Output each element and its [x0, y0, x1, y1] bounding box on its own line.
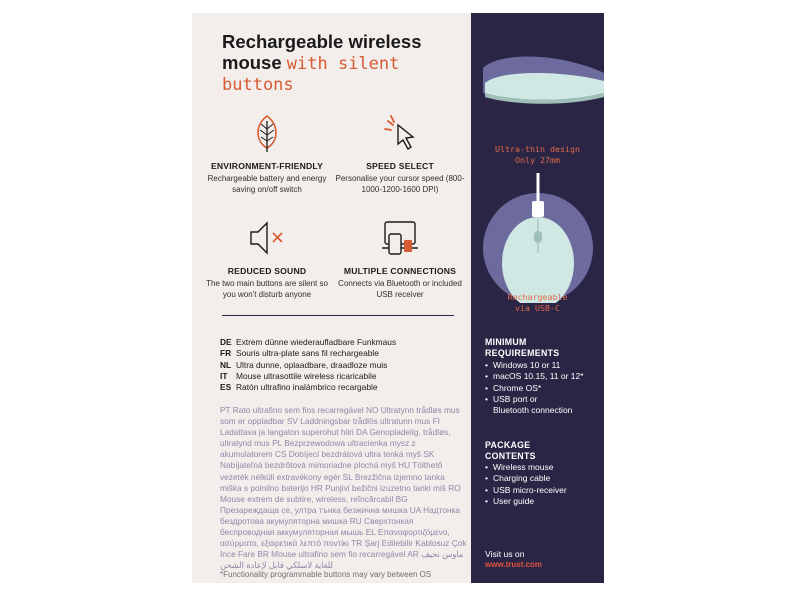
website-link[interactable]: www.trust.com	[485, 560, 543, 569]
list-item-text: Charging cable	[493, 473, 551, 484]
language-code: ES	[220, 382, 232, 393]
list-item-text: USB port or	[493, 393, 538, 404]
multilanguage-paragraph: PT Rato ultrafino sem fios recarregável NO Ultratynn trådløs mus som er oppladbar SV Laddningsbar trådlös ultratunn mus FI Ladattava ja langaton superohut hiiri DA Genopladelig, trådløs, ultratynd mus PL Bezprzewodowa ultracienka mysz z akumulatorem CS Dobíjecí bezdrátová ultra tenká myš SK Nabíjateľná bezdrôtová mimoriadne plochá myš HU Tölthető vezeték nélküli extravékony egér SL Brezžična izjemno tanka miška s polnilno baterijo HR Punjivi bežični izuzetno tanki miš RO Mouse extrem de subtire, wireless, reîncărcabil BG Презареждаща се, ултра тънка безжична мишка UA Надтонка бездротова акумуляторна мишка RU Сверхтонкая беспроводная аккумуляторная мышь EL Επαναφορτιζόμενο, ασύρματο, εξαιρετικά λεπτό ποντίκι TR Şarj Edilebilir Kablosuz Çok İnce Fare BR Mouse ultrafino sem fio recarregável AR ماوس نحيف للغاية لاسلكي قابل لإعادة الشحن	[220, 405, 467, 571]
thin-caption-line-1: Ultra-thin design	[495, 144, 580, 154]
list-item-text: macOS 10.15, 11 or 12*	[493, 371, 584, 382]
mouse-side-image	[471, 13, 604, 153]
feature-environment	[202, 113, 332, 195]
language-code: NL	[220, 359, 232, 370]
language-item	[220, 382, 460, 393]
language-code: DE	[220, 337, 232, 347]
charge-caption-line-2: via USB-C	[515, 303, 560, 313]
language-item	[220, 371, 460, 382]
feature-desc: The two main buttons are silent so you won't disturb anyone	[206, 279, 328, 299]
language-text: Ratón ultrafino inalámbrico recargable	[236, 382, 378, 393]
feature-connections	[335, 218, 465, 300]
headline	[222, 31, 462, 96]
headline-accent-2: buttons	[222, 75, 294, 95]
list-item: • macOS 10.15, 11 or 12*	[485, 371, 584, 382]
headline-line-1: Rechargeable wireless	[222, 31, 422, 52]
headline-accent-1: with silent	[286, 54, 400, 74]
language-item	[220, 348, 460, 359]
feature-reduced-sound	[202, 218, 332, 300]
list-item: • USB port or	[485, 393, 538, 404]
language-list	[220, 337, 460, 393]
divider	[222, 315, 454, 316]
language-item	[220, 360, 460, 371]
language-code: IT	[220, 370, 228, 381]
list-item-text: Wireless mouse	[493, 462, 554, 472]
feature-title: SPEED SELECT	[366, 161, 434, 171]
front-panel	[192, 13, 471, 583]
requirements-title	[485, 337, 559, 359]
list-item: • Charging cable	[485, 473, 551, 484]
mouse-top-image	[471, 173, 604, 303]
list-item-text: Windows 10 or 11	[493, 360, 561, 370]
side-panel	[471, 13, 604, 583]
requirements-list	[485, 360, 600, 416]
devices-icon	[380, 218, 420, 258]
list-item: • Chrome OS*	[485, 382, 542, 393]
speaker-mute-icon	[247, 218, 287, 258]
leaf-icon	[247, 113, 287, 153]
visit-label: Visit us on	[485, 549, 525, 559]
footnote: *Functionality programmable buttons may vary between OS	[220, 570, 432, 579]
headline-line-2: mouse	[222, 52, 287, 73]
feature-title: REDUCED SOUND	[227, 266, 307, 276]
list-item-text: User guide	[493, 495, 535, 506]
thin-caption-line-2: Only 27mm	[515, 155, 560, 165]
package-title	[485, 440, 536, 462]
language-text: Mouse ultrasottile wireless ricaricabile	[236, 370, 377, 381]
thin-caption	[481, 144, 594, 166]
list-item-text: Bluetooth connection	[493, 405, 573, 416]
feature-desc: Personalise your cursor speed (800-1000-1200-1600 DPI)	[335, 174, 465, 194]
language-item	[220, 337, 460, 348]
requirements-title-line-1: MINIMUM	[485, 337, 527, 347]
list-item: • Windows 10 or 11	[485, 360, 561, 370]
feature-desc: Rechargeable battery and energy saving on/off switch	[207, 174, 327, 194]
list-item-text: Chrome OS*	[493, 382, 542, 393]
requirements-title-line-2: REQUIREMENTS	[485, 348, 560, 358]
language-text: Ultra dunne, oplaadbare, draadloze muis	[236, 359, 388, 370]
list-item: • Wireless mouse	[485, 462, 554, 472]
package-list	[485, 462, 600, 507]
package-title-line-1: PACKAGE	[485, 440, 531, 450]
feature-title: ENVIRONMENT-FRIENDLY	[210, 161, 324, 171]
list-item: • User guide	[485, 495, 535, 506]
charge-caption-line-1: Rechargeable	[507, 292, 568, 302]
language-text: Souris ultra-plate sans fil rechargeable	[236, 348, 379, 359]
feature-title: MULTIPLE CONNECTIONS	[343, 266, 457, 276]
cursor-speed-icon	[380, 113, 420, 153]
language-code: FR	[220, 348, 232, 359]
list-item	[485, 405, 600, 416]
list-item: • USB micro-receiver	[485, 484, 567, 495]
package-title-line-2: CONTENTS	[485, 451, 536, 461]
language-text: Extrem dünne wiederaufladbare Funkmaus	[236, 337, 397, 347]
charge-caption	[481, 292, 594, 314]
list-item-text: USB micro-receiver	[493, 484, 567, 495]
feature-speed	[335, 113, 465, 195]
feature-desc: Connects via Bluetooth or included USB receiver	[338, 279, 462, 299]
